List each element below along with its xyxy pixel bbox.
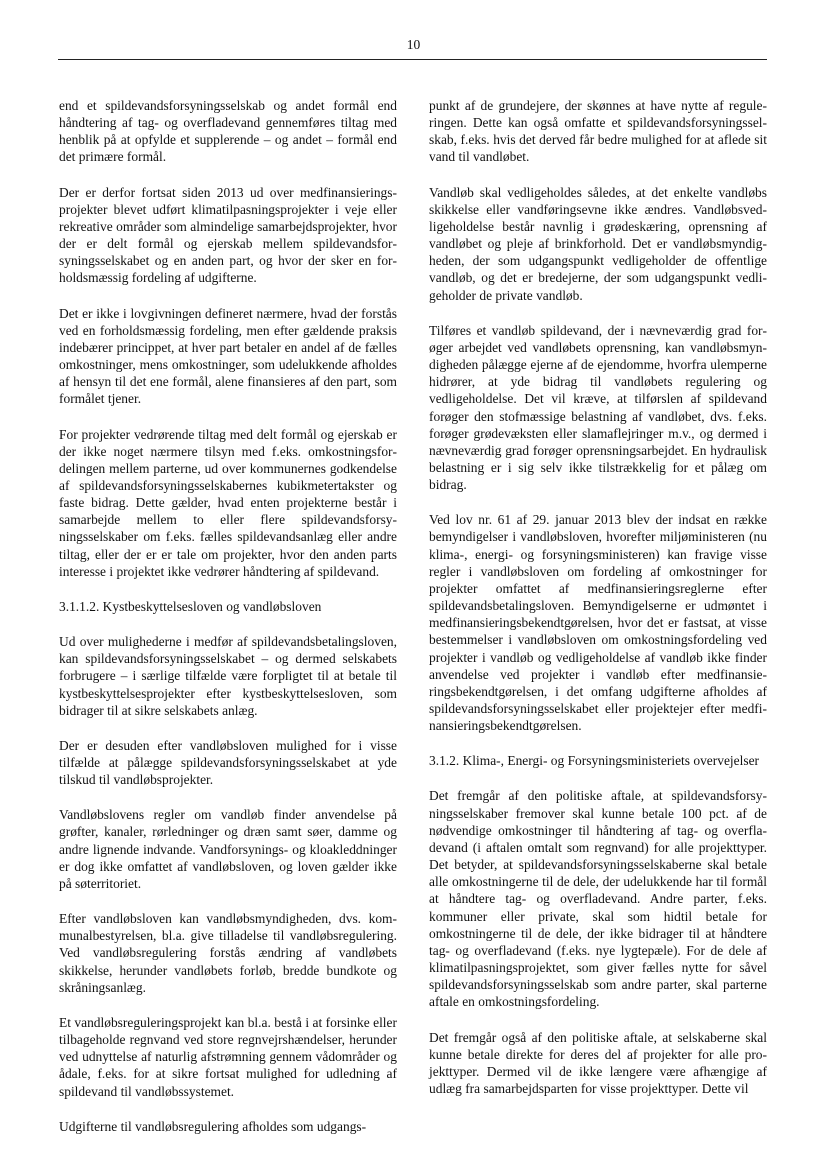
paragraph: Efter vandløbsloven kan vandløbsmyndigheden, dvs. kommunalbestyrelsen, bl.a. give tilladelse til vandløbsregulering. Ved vandløbsregulering forstås ændring af vandløbets skikkelse, herunder vandløbets forløb, bredde bundkote og skråningsanlæg. bbox=[59, 911, 397, 995]
paragraph: Tilføres et vandløb spildevand, der i nævneværdig grad forøger arbejdet ved vandløbets oprensning, kan vandløbsmyndigheden pålægge ejerne af de ejendomme, hvorfra ulemperne hidrører, at yde bidrag til vandløbets regulering og vedligeholdelse. Det vil kræve, at tilførslen af spildevand forøger den stofmæssige belastning af vandløbet, dvs. f.eks. forøger grødevæksten eller slamaflejringer m.v., og dermed i nævneværdig grad forøger oprensningsarbejdet. En hydraulisk belastning er i sig selv ikke tilstrækkelig for et pålæg om bidrag. bbox=[429, 322, 767, 493]
paragraph: Vandløbslovens regler om vandløb finder anvendelse på grøfter, kanaler, rørledninger og dræn samt søer, damme og andre lignende indvande. Vandforsynings- og kloakleddninger er dog ikke omfattet af vandløbsloven, og loven gælder ikke på søterritoriet. bbox=[59, 807, 397, 891]
page-number: 10 bbox=[406, 37, 421, 52]
section-heading: 3.1.2. Klima-, Energi- og Forsyningsministeriets overvejelser bbox=[429, 753, 760, 769]
paragraph: Vandløb skal vedligeholdes således, at det enkelte vandløbs skikkelse eller vandføringsevne ikke ændres. Vandløbsvedligeholdelse består navnlig i grødeskæring, oprensning af vandløbet og pleje af brinkforhold. Det er vandløbsmyndigheden, der som udgangspunkt vedligeholder de offentlige vandløb, og det er bredejerne, der som udgangspunkt vedligeholder de private vandløb. bbox=[429, 184, 767, 303]
paragraph: end et spildevandsforsyningsselskab og andet formål end håndtering af tag- og overfladevand gennemføres tiltag med henblik på at opfylde et supplerende – og andet – formål end det primære formål. bbox=[59, 98, 397, 165]
paragraph: Der er derfor fortsat siden 2013 ud over medfinansieringsprojekter blevet udført klimatilpasningsprojekter i veje eller rekreative områder som almindelige samarbejdsprojekter, hvor der er delt formål og ejerskab mellem spildevandsforsyningsselskabet og en anden part, og hvor der sker en forholdsmæssig fordeling af udgifterne. bbox=[59, 184, 397, 286]
paragraph: Et vandløbsreguleringsprojekt kan bl.a. bestå i at forsinke eller tilbageholde regnvand ved store regnvejrshændelser, herunder ved udnyttelse af naturlig afstrømning gennem vådområder og ådale, f.eks. for at sikre fortsat mulighed for udledning af spildevand til vandløbssystemet. bbox=[59, 1014, 397, 1099]
right-column bbox=[429, 97, 767, 1115]
paragraph: Ved lov nr. 61 af 29. januar 2013 blev der indsat en række bemyndigelser i vandløbsloven, hvorefter miljøministeren (nu klima-, energi- og forsyningsministeren) kan fravige visse regler i vandløbsloven om fordeling af omkostninger for projekter omfattet af medfinansieringsreglerne efter spildevandsbetalingsloven. Bemyndigelserne er udmøntet i medfinansieringsbekendtgørelsen, hvor det er fastsat, at visse bestemmelser i vandløbsloven om omkostningsfordeling ved projekter i vandløb og vedligeholdelse af vandløb ikke finder anvendelse ved projekter i vandløb efter medfinansieringsbekendtgørelsen, i det omfang udgifterne afholdes af spildevandsforsyningsselskabet eller projektejer efter medfinansieringsbekendtgørelsen. bbox=[429, 512, 767, 734]
section-heading: 3.1.1.2. Kystbeskyttelsesloven og vandløbsloven bbox=[59, 598, 322, 614]
left-column bbox=[59, 97, 397, 1153]
paragraph: Udgifterne til vandløbsregulering afholdes som udgangs- bbox=[59, 1118, 367, 1134]
header-rule bbox=[58, 59, 767, 60]
paragraph: Det fremgår også af den politiske aftale, at selskaberne skal kunne betale direkte for deres del af projekter for alle projekttyper. Dermed vil de ikke længere være afhængige af udlæg fra samarbejdsparten for visse projekttyper. Dette vil bbox=[429, 1029, 767, 1096]
paragraph: Det fremgår af den politiske aftale, at spildevandsforsyningsselskaber fremover skal kunne betale 100 pct. af de nødvendige omkostninger til håndtering af tag- og overfladevand (i aftalen omtalt som regnvand) for alle projekttyper. Det betyder, at spildevandsforsyningsselskaberne skal betale alle omkostningerne til de dele, der udelukkende har til formål at håndtere tag- og overfladevand. Andre parter, f.eks. kommuner eller private, skal som hidtil betale for omkostningerne til de dele, der ikke bidrager til at håndtere tag- og overfladevand (f.eks. nye lygtepæle). For de dele af klimatilpasningsprojektet, som giver fælles nytte for såvel spildevandsforsyningsselskab som andre parter, skal parterne aftale en omkostningsfordeling. bbox=[429, 788, 767, 1010]
paragraph: For projekter vedrørende tiltag med delt formål og ejerskab er der ikke noget nærmere tilsyn med f.eks. omkostningsfordelingen mellem parterne, ud over kommunernes godkendelse af spildevandsforsyningsselskabernes kubikmetertakster og faste bidrag. Dette gælder, hvad enten projekterne består i samarbejde mellem to eller flere spildevandsforsyningsselskaber om f.eks. fælles spildevandsanlæg eller andre tiltag, eller der er er tale om projekter, hvor den anden parts interesse i projektet ikke vedrører håndtering af spildevand. bbox=[59, 426, 397, 579]
paragraph: Ud over mulighederne i medfør af spildevandsbetalingsloven, kan spildevandsforsyningsselskabet – og dermed selskabets forbrugere – i særlige tilfælde være forpligtet til at betale til kystbeskyttelsesprojekter efter kystbeskyttelsesloven, som bidrager til at sikre selskabets anlæg. bbox=[59, 634, 397, 718]
paragraph: Det er ikke i lovgivningen defineret nærmere, hvad der forstås ved en forholdsmæssig fordeling, men efter gældende praksis indebærer princippet, at hver part betaler en andel af de fælles omkostninger, mens omkostninger, som udelukkende afholdes af hensyn til det ene formål, alene finansieres af den part, som formålet tjener. bbox=[59, 305, 397, 407]
paragraph: Der er desuden efter vandløbsloven mulighed for i visse tilfælde at pålægge spildevandsforsyningsselskabet at yde tilskud til vandløbsprojekter. bbox=[59, 737, 397, 788]
paragraph: punkt af de grundejere, der skønnes at have nytte af reguleringen. Dette kan også omfatte et spildevandsforsyningsselskab, f.eks. hvis det derved får bedre mulighed for at aflede sit vand til vandløbet. bbox=[429, 98, 767, 165]
